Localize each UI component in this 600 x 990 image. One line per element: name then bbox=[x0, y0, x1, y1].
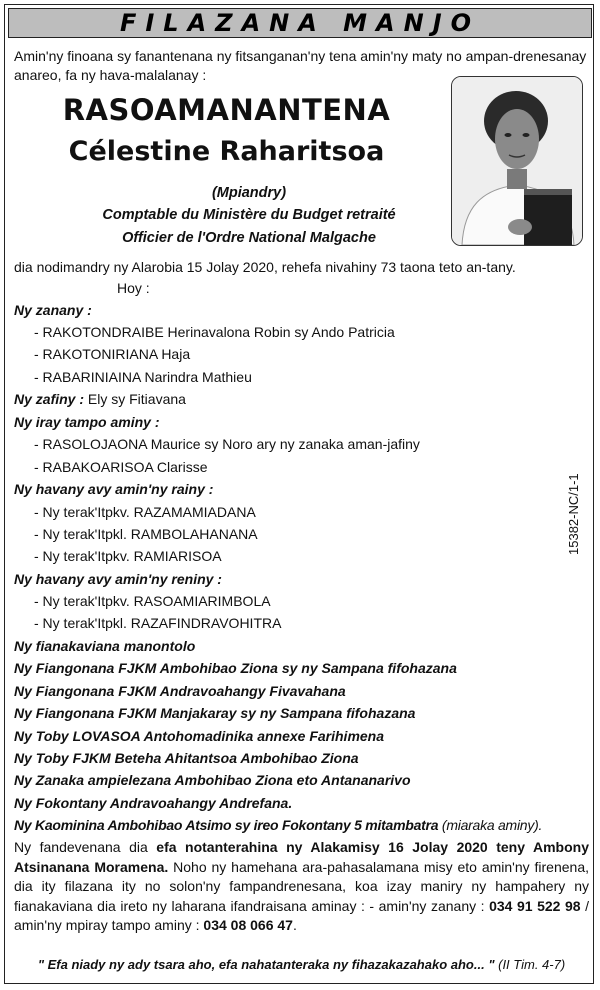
father-family-header: Ny havany avy amin'ny rainy : bbox=[14, 481, 214, 497]
kaominina-name: Ny Kaominina Ambohibao Atsimo sy ireo Fokontany 5 mitambatra bbox=[14, 817, 439, 833]
deceased-title-2: Officier de l'Ordre National Malgache bbox=[122, 230, 376, 246]
child-item: - RABARINIAINA Narindra Mathieu bbox=[34, 369, 252, 385]
funeral-text-2: Noho ny hamehana ara-pahasalamana misy eto amin'ny firenena, dia ity filazana ity no solon'ny fampandrenesana, koa izay maniry ny hampahery ny fianakaviana dia ireto ny laharana ifandraisana aminay : - amin'ny zanany : bbox=[14, 858, 589, 914]
sibling-item: - RASOLOJAONA Maurice sy Noro ary ny zanaka aman-jafiny bbox=[34, 436, 420, 452]
association-item: Ny Toby LOVASOA Antohomadinika annexe Farihimena bbox=[14, 728, 385, 744]
association-item: Ny Fokontany Andravoahangy Andrefana. bbox=[14, 795, 293, 811]
grandchildren-header: Ny zafiny : bbox=[14, 391, 85, 407]
association-item: Ny fianakaviana manontolo bbox=[14, 638, 196, 654]
child-item: - RAKOTONIRIANA Haja bbox=[34, 346, 191, 362]
mother-family-item: - Ny terak'Itpkl. RAZAFINDRAVOHITRA bbox=[34, 615, 282, 631]
kaominina-row bbox=[14, 816, 589, 835]
portrait-photo bbox=[451, 76, 583, 246]
deceased-title-1: Comptable du Ministère du Budget retraité bbox=[102, 207, 396, 223]
quote-text: " Efa niady ny ady tsara aho, efa nahatanteraka ny fihazakazahako aho... " bbox=[37, 957, 495, 972]
mother-family-header: Ny havany avy amin'ny reniny : bbox=[14, 571, 222, 587]
funeral-text-1: Ny fandevenana dia bbox=[14, 839, 157, 855]
association-item: Ny Zanaka ampielezana Ambohibao Ziona eto Antananarivo bbox=[14, 772, 411, 788]
association-item: Ny Fiangonana FJKM Ambohibao Ziona sy ny Sampana fifohazana bbox=[14, 660, 457, 676]
deceased-given-names: Célestine Raharitsoa bbox=[68, 136, 385, 167]
notice-banner bbox=[8, 8, 592, 38]
father-family-item: - Ny terak'Itpkv. RAZAMAMIADANA bbox=[34, 504, 256, 520]
father-family-item: - Ny terak'Itpkl. RAMBOLAHANANA bbox=[34, 526, 258, 542]
funeral-date-place: efa notanterahina ny Alakamisy 16 Jolay 2020 teny Ambony Atsinanana Moramena. bbox=[14, 839, 589, 875]
deceased-surname: RASOAMANANTENA bbox=[62, 93, 391, 127]
funeral-text-4: . bbox=[292, 917, 297, 933]
bible-quote bbox=[14, 957, 589, 972]
phone-children: 034 91 522 98 bbox=[489, 897, 581, 914]
deceased-alias: (Mpiandry) bbox=[211, 185, 287, 201]
sibling-item: - RABAKOARISOA Clarisse bbox=[34, 459, 208, 475]
reference-code: 15382-NC/1-1 bbox=[566, 473, 581, 555]
banner-title: FILAZANA MANJO bbox=[119, 9, 481, 37]
kaominina-note: (miaraka aminy). bbox=[438, 817, 543, 833]
hoy-label: Hoy : bbox=[117, 280, 150, 296]
funeral-paragraph bbox=[14, 838, 589, 936]
association-item: Ny Fiangonana FJKM Andravoahangy Fivavahana bbox=[14, 683, 346, 699]
father-family-item: - Ny terak'Itpkv. RAMIARISOA bbox=[34, 548, 222, 564]
child-item: - RAKOTONDRAIBE Herinavalona Robin sy Ando Patricia bbox=[34, 324, 395, 340]
mother-family-item: - Ny terak'Itpkv. RASOAMIARIMBOLA bbox=[34, 593, 271, 609]
grandchildren-names: Ely sy Fitiavana bbox=[87, 391, 186, 407]
siblings-header: Ny iray tampo aminy : bbox=[14, 414, 160, 430]
funeral-text-3: / amin'ny mpiray tampo aminy : bbox=[14, 897, 590, 933]
association-item: Ny Fiangonana FJKM Manjakaray sy ny Sampana fifohazana bbox=[14, 705, 416, 721]
grandchildren-row bbox=[14, 390, 589, 409]
children-header: Ny zanany : bbox=[14, 302, 92, 318]
phone-siblings: 034 08 066 47 bbox=[203, 917, 293, 933]
quote-source: (II Tim. 4-7) bbox=[494, 957, 566, 972]
portrait-illustration bbox=[452, 77, 582, 245]
association-item: Ny Toby FJKM Beteha Ahitantsoa Ambohibao Ziona bbox=[14, 750, 359, 766]
intro-text: Amin'ny finoana sy fanantenana ny fitsanganan'ny tena amin'ny maty no ampan-drenesanay anareo, fa ny hava-malalanay : bbox=[14, 48, 587, 83]
death-notice: dia nodimandry ny Alarobia 15 Jolay 2020, rehefa nivahiny 73 taona teto an-tany. bbox=[14, 259, 516, 275]
